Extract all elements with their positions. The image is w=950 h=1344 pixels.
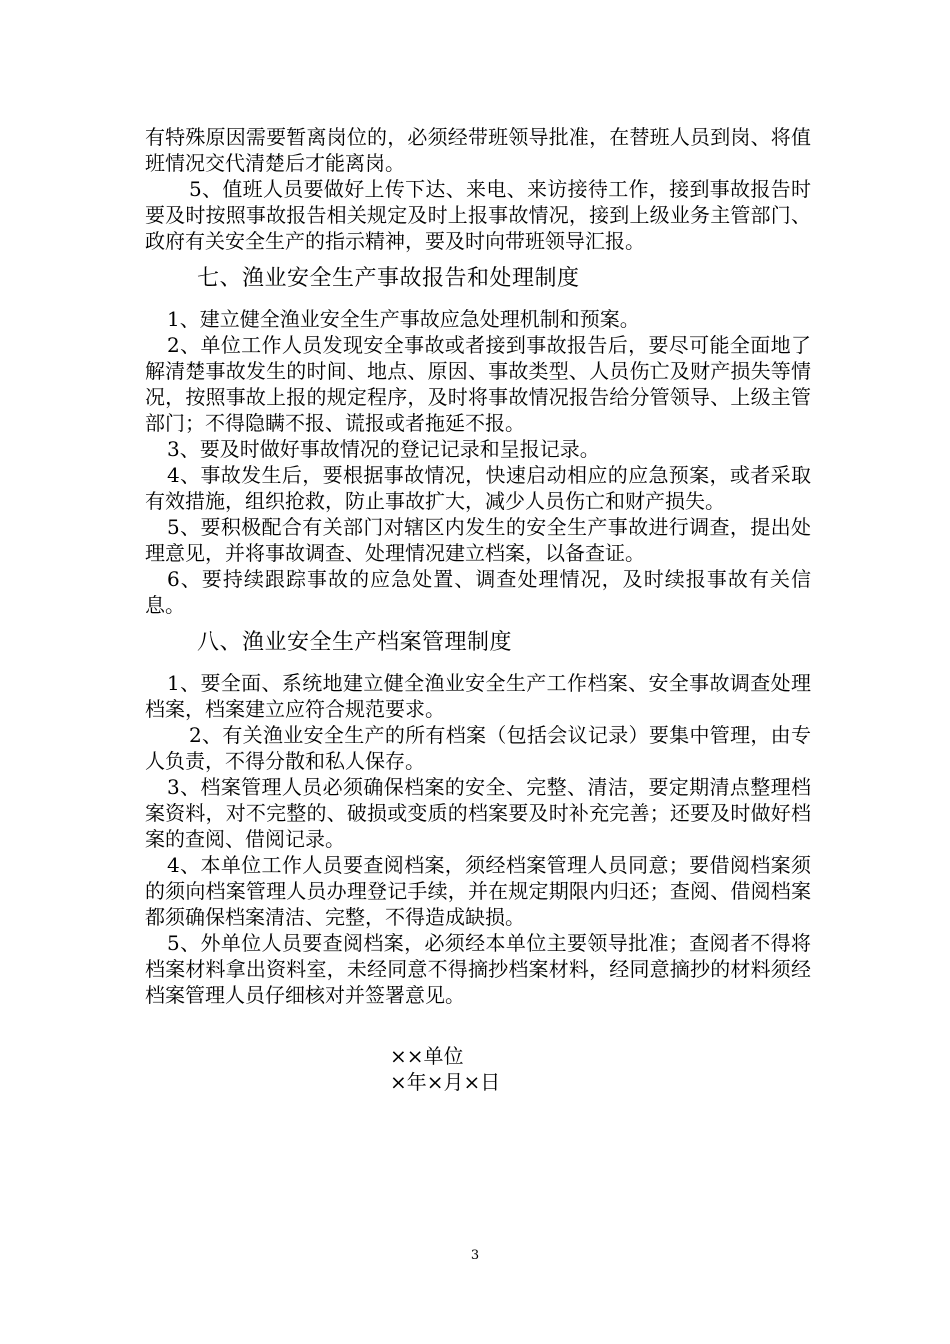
intro-item-5-paragraph: 5、值班人员要做好上传下达、来电、来访接待工作，接到事故报告时要及时按照事故报告相关规定及时上报事故情况，接到上级业务主管部门、政府有关安全生产的指示精神，要及时向带班领导汇报。 bbox=[145, 177, 811, 253]
section-7-heading: 七、渔业安全生产事故报告和处理制度 bbox=[197, 266, 580, 291]
section-8-item-1: 1、要全面、系统地建立健全渔业安全生产工作档案、安全事故调查处理档案，档案建立应符合规范要求。 bbox=[145, 671, 811, 721]
section-7-item-6: 6、要持续跟踪事故的应急处置、调查处理情况，及时续报事故有关信息。 bbox=[145, 567, 811, 617]
section-7-item-1: 1、建立健全渔业安全生产事故应急处理机制和预案。 bbox=[167, 307, 640, 331]
document-body bbox=[145, 124, 811, 1008]
section-8-item-4: 4、本单位工作人员要查阅档案，须经档案管理人员同意；要借阅档案须的须向档案管理人员办理登记手续，并在规定期限内归还；查阅、借阅档案都须确保档案清洁、完整，不得造成缺损。 bbox=[145, 853, 811, 929]
section-8-heading: 八、渔业安全生产档案管理制度 bbox=[197, 630, 513, 655]
signature-date: ×年×月×日 bbox=[390, 1070, 501, 1094]
section-7-item-3: 3、要及时做好事故情况的登记记录和呈报记录。 bbox=[167, 437, 600, 461]
section-7-item-5: 5、要积极配合有关部门对辖区内发生的安全生产事故进行调查，提出处理意见，并将事故调查、处理情况建立档案，以备查证。 bbox=[145, 515, 811, 565]
section-8-item-5: 5、外单位人员要查阅档案，必须经本单位主要领导批准；查阅者不得将档案材料拿出资料室，未经同意不得摘抄档案材料，经同意摘抄的材料须经档案管理人员仔细核对并签署意见。 bbox=[145, 931, 811, 1007]
page-number: 3 bbox=[470, 1248, 480, 1263]
section-8-item-3: 3、档案管理人员必须确保档案的安全、完整、清洁，要定期清点整理档案资料，对不完整的、破损或变质的档案要及时补充完善；还要及时做好档案的查阅、借阅记录。 bbox=[145, 775, 811, 851]
section-7-item-2: 2、单位工作人员发现安全事故或者接到事故报告后，要尽可能全面地了解清楚事故发生的时间、地点、原因、事故类型、人员伤亡及财产损失等情况，按照事故上报的规定程序，及时将事故情况报告给分管领导、上级主管部门；不得隐瞒不报、谎报或者拖延不报。 bbox=[145, 333, 811, 435]
section-8-item-2: 2、有关渔业安全生产的所有档案（包括会议记录）要集中管理，由专人负责，不得分散和私人保存。 bbox=[145, 723, 811, 773]
signature-block bbox=[390, 1043, 500, 1095]
section-7-item-4: 4、事故发生后，要根据事故情况，快速启动相应的应急预案，或者采取有效措施，组织抢救，防止事故扩大，减少人员伤亡和财产损失。 bbox=[145, 463, 811, 513]
signature-unit: ××单位 bbox=[390, 1044, 464, 1068]
intro-continuation-paragraph: 有特殊原因需要暂离岗位的，必须经带班领导批准，在替班人员到岗、将值班情况交代清楚后才能离岗。 bbox=[145, 125, 811, 175]
